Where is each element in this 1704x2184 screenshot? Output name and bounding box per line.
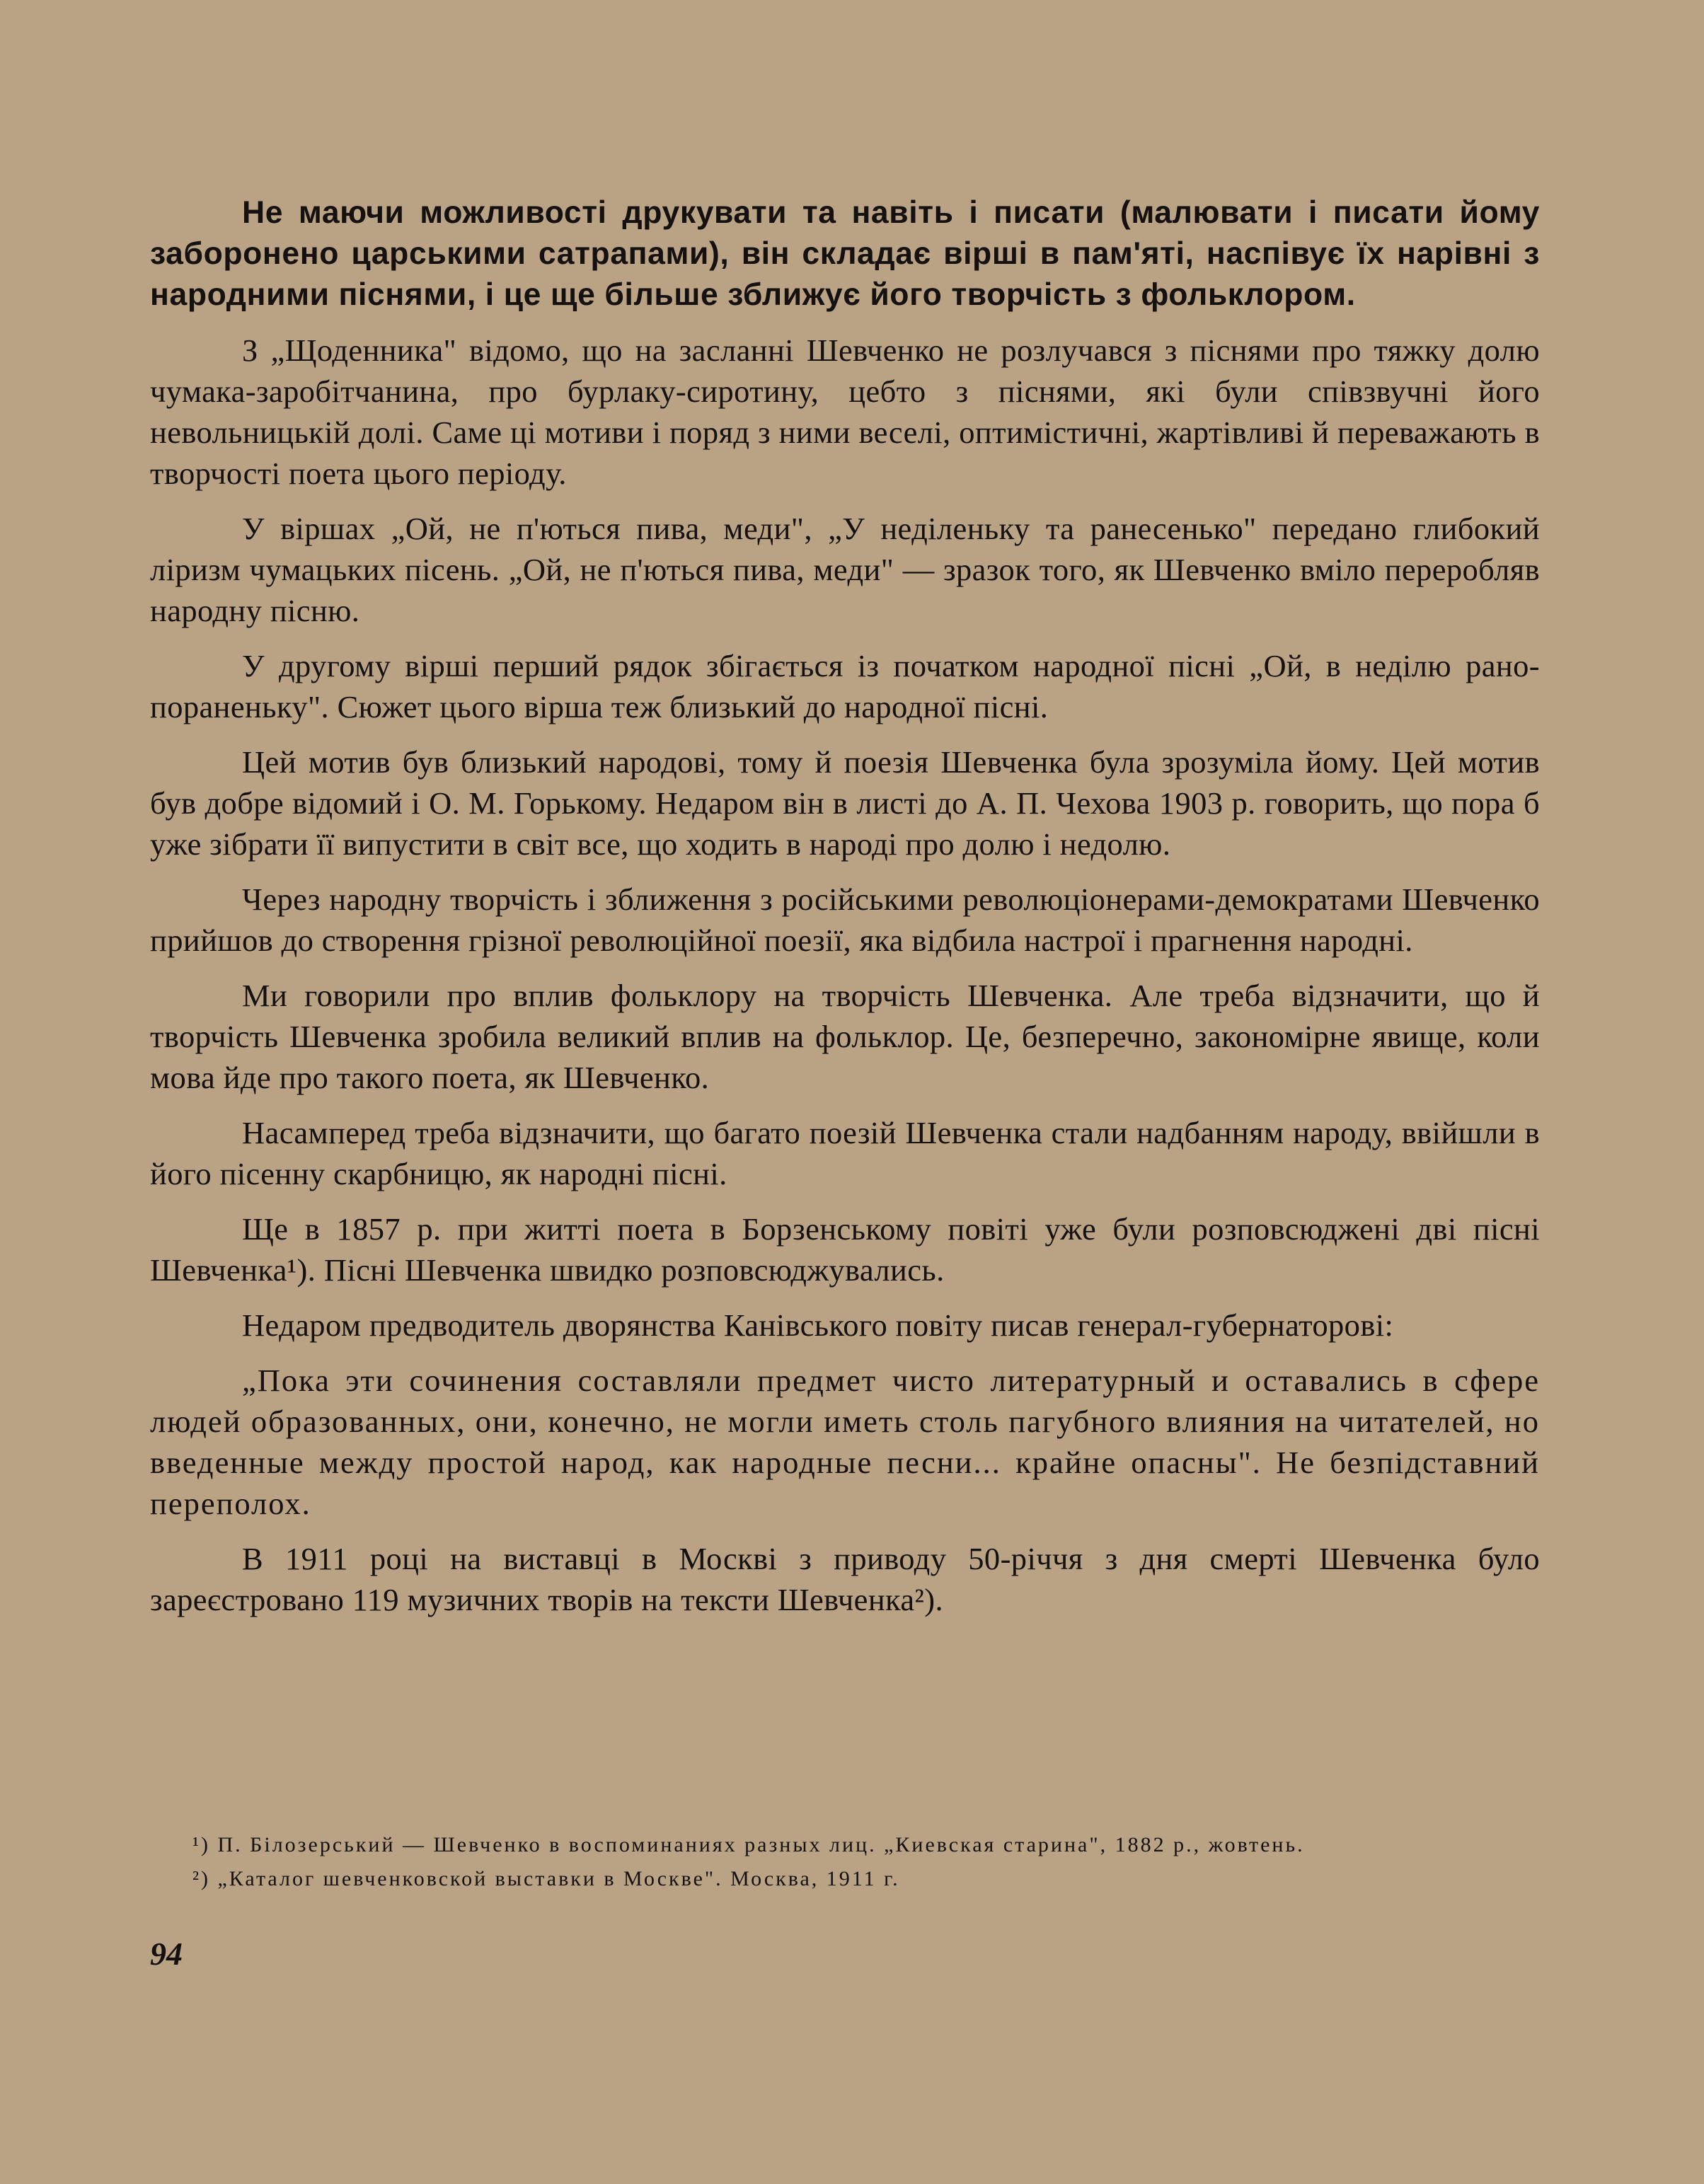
paragraph-11-quote: „Пока эти сочинения составляли предмет чисто литературный и оставались в сфере людей образованных, они, конечно, не могли иметь столь пагубного влияния на читателей, но введенные между простой народ, как народные песни... крайне опасны". Не безпідставний переполох.: [150, 1363, 1540, 1521]
footnotes: [150, 1831, 1540, 1899]
paragraph-3: У віршах „Ой, не п'ються пива, меди", „У неділеньку та ранесенько" передано глибокий ліризм чумацьких пісень. „Ой, не п'ються пива, меди" — зразок того, як Шевченко вміло переробляв народну пісню.: [150, 511, 1540, 628]
paragraph-5: Цей мотив був близький народові, тому й поезія Шевченка була зрозуміла йому. Цей мотив був добре відомий і О. М. Горькому. Недаром він в листі до А. П. Чехова 1903 р. говорить, що пора б уже зібрати її випустити в світ все, що ходить в народі про долю і недолю.: [150, 744, 1540, 862]
footnote-2: ²) „Каталог шевченковской выставки в Москве". Москва, 1911 г.: [192, 1867, 900, 1890]
paragraph-12: В 1911 році на виставці в Москві з приводу 50-річчя з дня смерті Шевченка було зареєстровано 119 музичних творів на тексти Шевченка²).: [150, 1541, 1540, 1617]
paragraph-10: Недаром предводитель дворянства Канівського повіту писав генерал-губернаторові:: [242, 1307, 1394, 1343]
footnote-1: ¹) П. Білозерський — Шевченко в воспоминаниях разных лиц. „Киевская старина", 1882 р., жовтень.: [192, 1833, 1305, 1856]
paragraph-4: У другому вірші перший рядок збігається із початком народної пісні „Ой, в неділю рано-пораненьку". Сюжет цього вірша теж близький до народної пісні.: [150, 648, 1540, 724]
body-text: [150, 192, 1540, 1634]
page-number: 94: [150, 1936, 183, 1972]
paragraph-9: Ще в 1857 р. при житті поета в Борзенському повіті уже були розповсюджені дві пісні Шевченка¹). Пісні Шевченка швидко розповсюджувались.: [150, 1211, 1540, 1288]
paragraph-8: Насамперед треба відзначити, що багато поезій Шевченка стали надбанням народу, ввійшли в його пісенну скарбницю, як народні пісні.: [150, 1115, 1540, 1191]
paragraph-7: Ми говорили про вплив фольклору на творчість Шевченка. Але треба відзначити, що й творчість Шевченка зробила великий вплив на фольклор. Це, безперечно, закономірне явище, коли мова йде про такого поета, як Шевченко.: [150, 978, 1540, 1095]
paragraph-2: З „Щоденника" відомо, що на засланні Шевченко не розлучався з піснями про тяжку долю чумака-заробітчанина, про бурлаку-сиротину, цебто з піснями, які були співзвучні його невольницькій долі. Саме ці мотиви і поряд з ними веселі, оптимістичні, жартівливі й переважають в творчості поета цього періоду.: [150, 333, 1540, 491]
paragraph-1: Не маючи можливості друкувати та навіть і писати (малювати і писати йому заборонено царськими сатрапами), він складає вірші в пам'яті, наспівує їх нарівні з народними піснями, і це ще більше зближує його творчість з фольклором.: [150, 195, 1540, 312]
paragraph-6: Через народну творчість і зближення з російськими революціонерами-демократами Шевченко прийшов до створення грізної революційної поезії, яка відбила настрої і прагнення народні.: [150, 882, 1540, 958]
